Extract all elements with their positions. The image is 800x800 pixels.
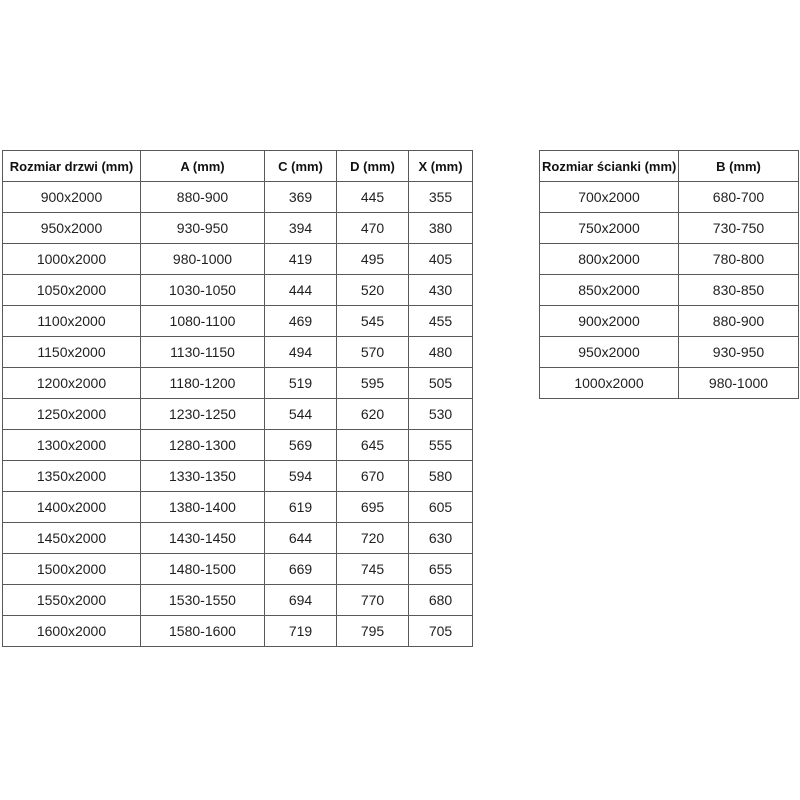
table-row	[3, 554, 473, 585]
table-row	[540, 275, 799, 306]
table-cell: 800x2000	[540, 244, 679, 275]
table-cell: 644	[265, 523, 337, 554]
table-cell: 1030-1050	[141, 275, 265, 306]
header-row	[3, 151, 473, 182]
table-cell: 519	[265, 368, 337, 399]
table-cell: 1580-1600	[141, 616, 265, 647]
table-cell: 780-800	[679, 244, 799, 275]
door-size-table	[2, 150, 473, 647]
table-cell: 469	[265, 306, 337, 337]
table-cell: 1300x2000	[3, 430, 141, 461]
table-row	[3, 585, 473, 616]
table-row	[3, 213, 473, 244]
column-header: C (mm)	[265, 151, 337, 182]
table-cell: 595	[337, 368, 409, 399]
table-cell: 1200x2000	[3, 368, 141, 399]
table-cell: 880-900	[141, 182, 265, 213]
table-cell: 530	[409, 399, 473, 430]
table-cell: 719	[265, 616, 337, 647]
table-cell: 520	[337, 275, 409, 306]
table-cell: 930-950	[141, 213, 265, 244]
table-cell: 480	[409, 337, 473, 368]
table-cell: 695	[337, 492, 409, 523]
table-row	[3, 244, 473, 275]
table-cell: 670	[337, 461, 409, 492]
table-cell: 750x2000	[540, 213, 679, 244]
table-cell: 1130-1150	[141, 337, 265, 368]
table-cell: 394	[265, 213, 337, 244]
table-cell: 950x2000	[3, 213, 141, 244]
table-cell: 419	[265, 244, 337, 275]
table-cell: 619	[265, 492, 337, 523]
table-cell: 594	[265, 461, 337, 492]
table-cell: 880-900	[679, 306, 799, 337]
column-header: Rozmiar drzwi (mm)	[3, 151, 141, 182]
table-cell: 620	[337, 399, 409, 430]
table-cell: 545	[337, 306, 409, 337]
table-cell: 1000x2000	[3, 244, 141, 275]
table-cell: 580	[409, 461, 473, 492]
table-cell: 1350x2000	[3, 461, 141, 492]
table-cell: 505	[409, 368, 473, 399]
table-cell: 355	[409, 182, 473, 213]
table-row	[3, 430, 473, 461]
table-cell: 680	[409, 585, 473, 616]
table-cell: 669	[265, 554, 337, 585]
table-row	[540, 368, 799, 399]
table-row	[540, 182, 799, 213]
column-header: Rozmiar ścianki (mm)	[540, 151, 679, 182]
table-cell: 705	[409, 616, 473, 647]
table-cell: 1000x2000	[540, 368, 679, 399]
column-header: D (mm)	[337, 151, 409, 182]
table-cell: 1250x2000	[3, 399, 141, 430]
table-cell: 770	[337, 585, 409, 616]
table-row	[3, 337, 473, 368]
table-cell: 795	[337, 616, 409, 647]
table-cell: 900x2000	[3, 182, 141, 213]
table-cell: 430	[409, 275, 473, 306]
table-cell: 655	[409, 554, 473, 585]
table-cell: 1500x2000	[3, 554, 141, 585]
table-cell: 1100x2000	[3, 306, 141, 337]
table-cell: 980-1000	[679, 368, 799, 399]
table-cell: 570	[337, 337, 409, 368]
table-row	[3, 399, 473, 430]
table-row	[3, 492, 473, 523]
table-row	[3, 306, 473, 337]
table-cell: 900x2000	[540, 306, 679, 337]
table-cell: 1080-1100	[141, 306, 265, 337]
table-row	[540, 213, 799, 244]
column-header: B (mm)	[679, 151, 799, 182]
table-cell: 1330-1350	[141, 461, 265, 492]
table-row	[540, 337, 799, 368]
table-row	[3, 182, 473, 213]
table-cell: 494	[265, 337, 337, 368]
table-cell: 555	[409, 430, 473, 461]
table-row	[540, 306, 799, 337]
table-cell: 850x2000	[540, 275, 679, 306]
table-cell: 694	[265, 585, 337, 616]
table-cell: 1050x2000	[3, 275, 141, 306]
table-cell: 495	[337, 244, 409, 275]
table-cell: 1430-1450	[141, 523, 265, 554]
table-cell: 470	[337, 213, 409, 244]
table-cell: 444	[265, 275, 337, 306]
table-cell: 1400x2000	[3, 492, 141, 523]
table-cell: 980-1000	[141, 244, 265, 275]
table-row	[3, 523, 473, 554]
table-row	[3, 461, 473, 492]
table-cell: 720	[337, 523, 409, 554]
table-row	[3, 616, 473, 647]
table-cell: 1280-1300	[141, 430, 265, 461]
table-row	[540, 244, 799, 275]
table-cell: 1480-1500	[141, 554, 265, 585]
table-cell: 380	[409, 213, 473, 244]
table-cell: 680-700	[679, 182, 799, 213]
table-cell: 1530-1550	[141, 585, 265, 616]
table-cell: 1550x2000	[3, 585, 141, 616]
table-cell: 445	[337, 182, 409, 213]
table-cell: 950x2000	[540, 337, 679, 368]
table-cell: 730-750	[679, 213, 799, 244]
header-row	[540, 151, 799, 182]
table-cell: 569	[265, 430, 337, 461]
table-cell: 1230-1250	[141, 399, 265, 430]
table-cell: 1180-1200	[141, 368, 265, 399]
table-row	[3, 275, 473, 306]
table-cell: 1600x2000	[3, 616, 141, 647]
table-cell: 455	[409, 306, 473, 337]
wall-size-table	[539, 150, 799, 399]
table-cell: 700x2000	[540, 182, 679, 213]
table-cell: 369	[265, 182, 337, 213]
table-cell: 605	[409, 492, 473, 523]
table-cell: 1150x2000	[3, 337, 141, 368]
table-cell: 544	[265, 399, 337, 430]
table-cell: 645	[337, 430, 409, 461]
table-cell: 930-950	[679, 337, 799, 368]
table-cell: 830-850	[679, 275, 799, 306]
table-cell: 630	[409, 523, 473, 554]
table-cell: 405	[409, 244, 473, 275]
column-header: A (mm)	[141, 151, 265, 182]
table-row	[3, 368, 473, 399]
table-cell: 1450x2000	[3, 523, 141, 554]
table-cell: 1380-1400	[141, 492, 265, 523]
table-cell: 745	[337, 554, 409, 585]
column-header: X (mm)	[409, 151, 473, 182]
